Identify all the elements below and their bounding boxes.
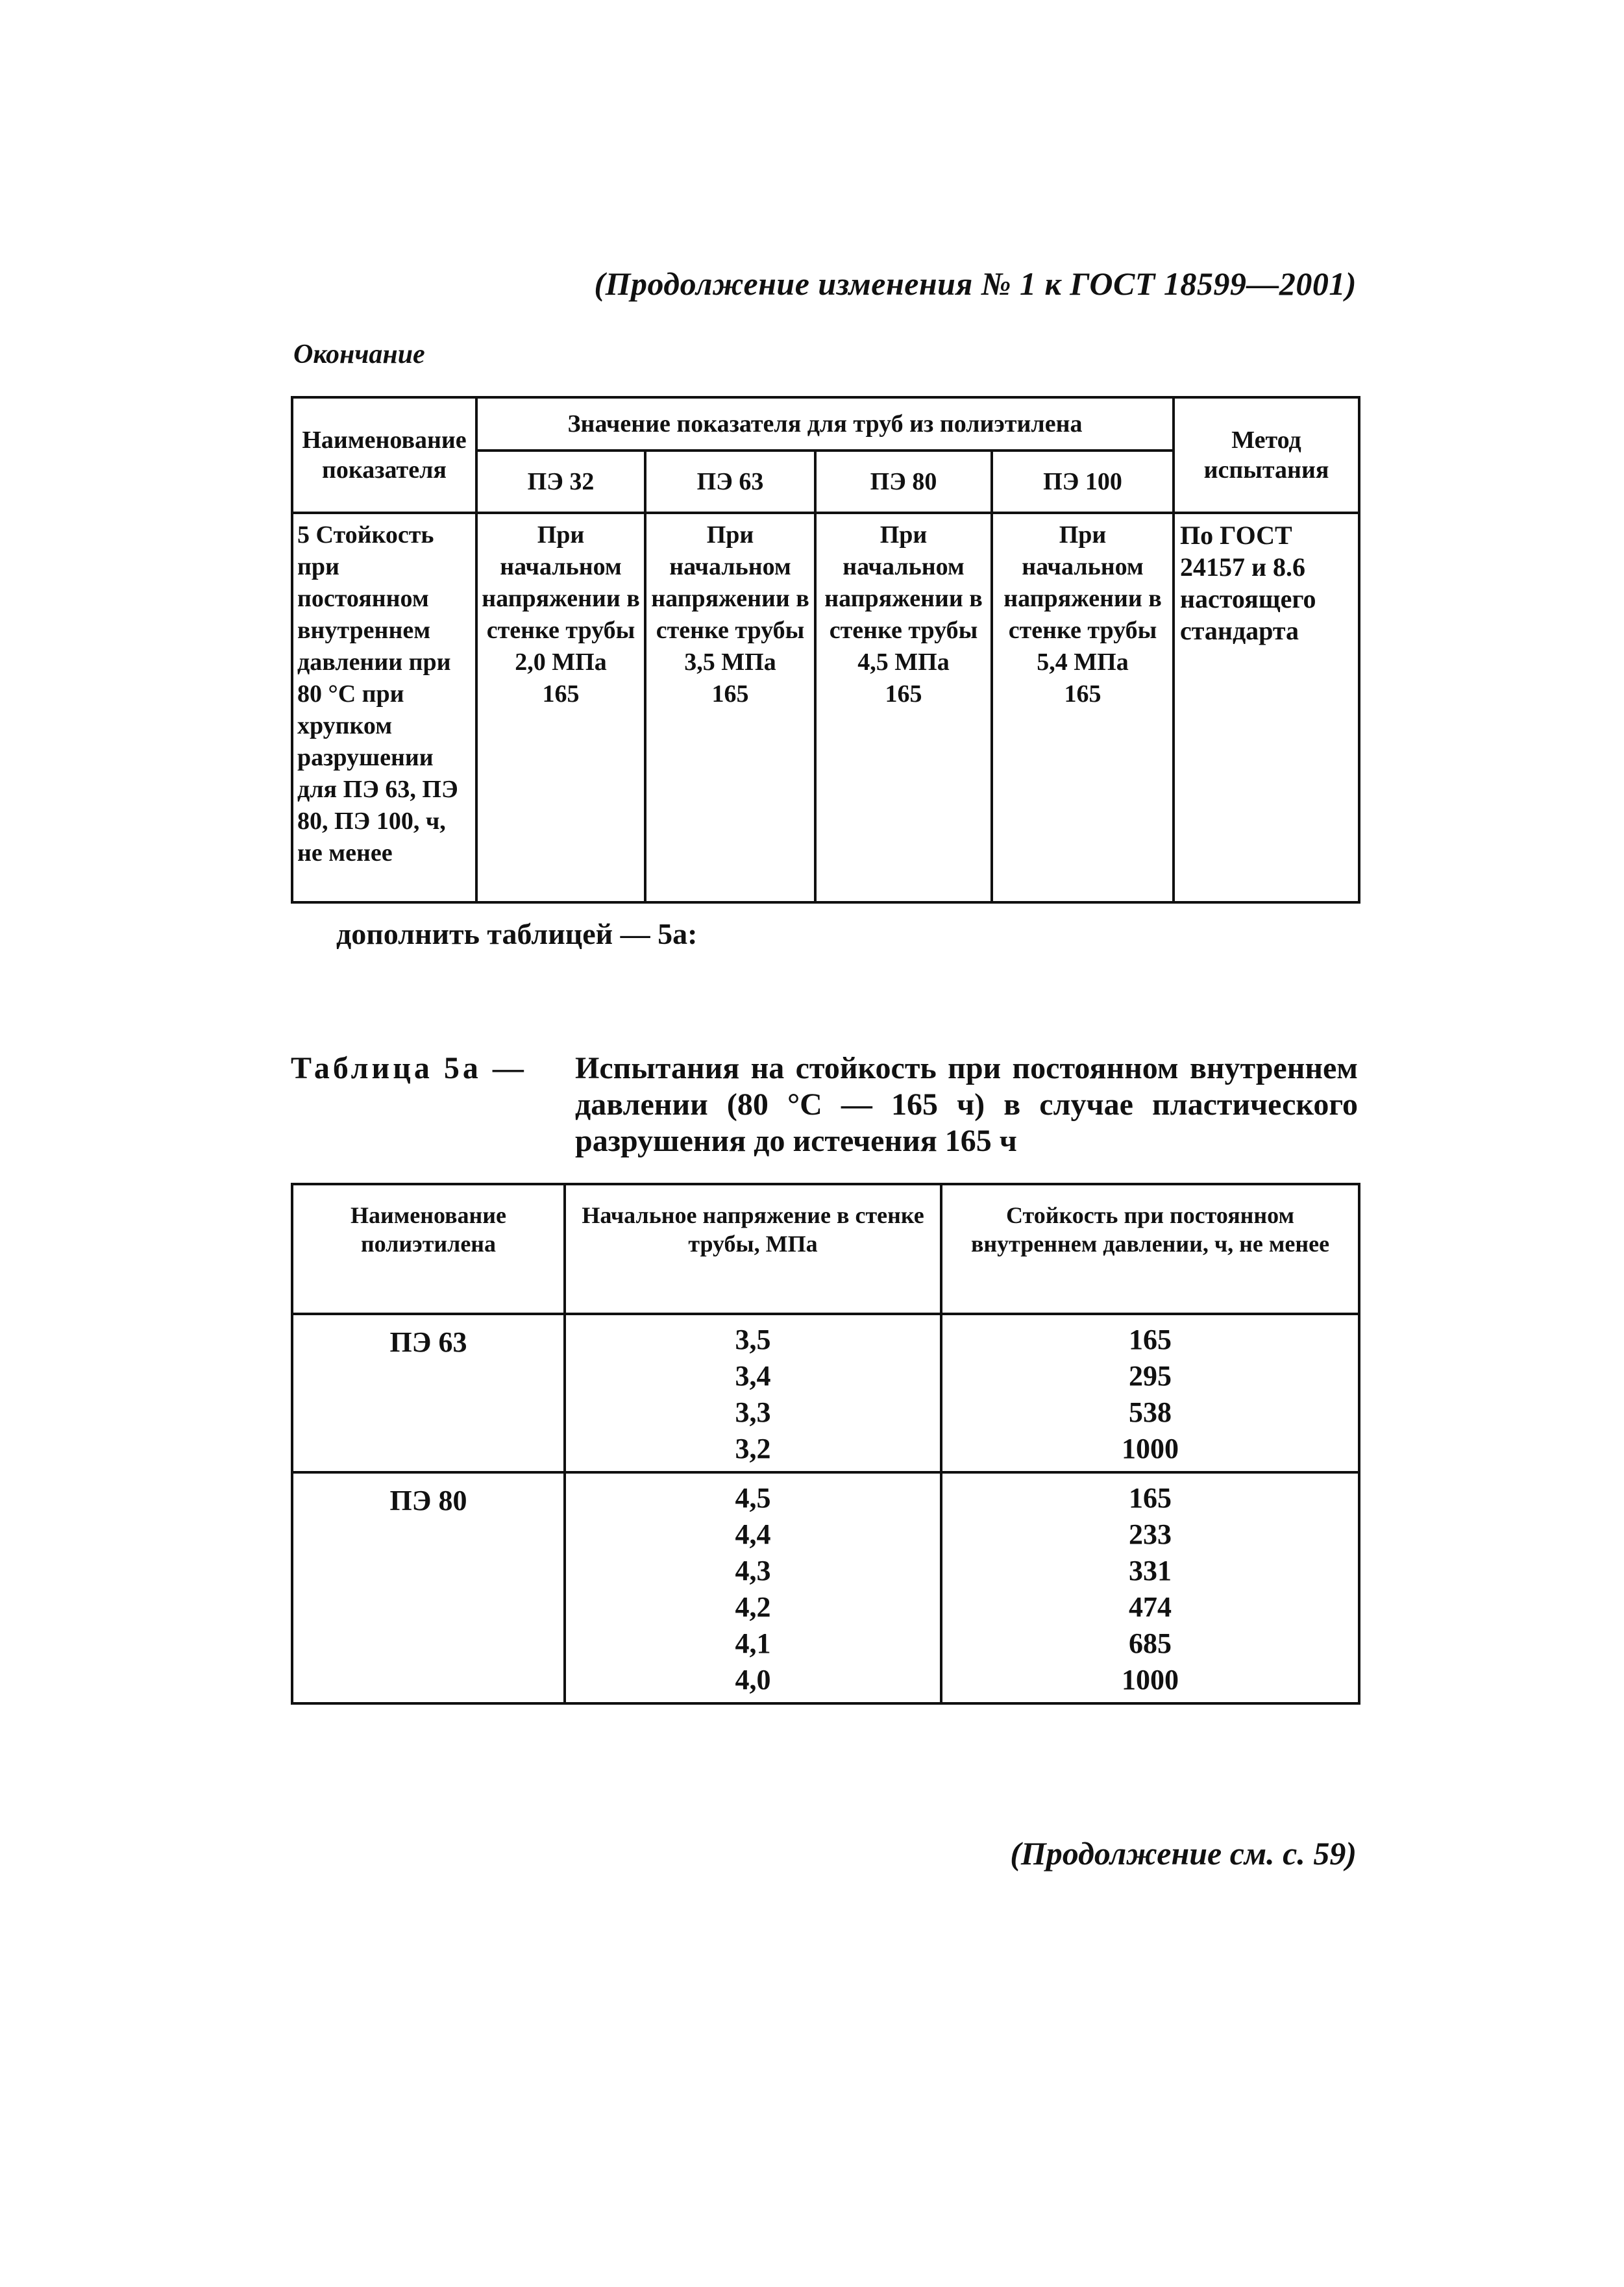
hours-values	[941, 1472, 1359, 1703]
hours-value: 1000	[1122, 1433, 1179, 1465]
stress-value: 4,3	[735, 1555, 771, 1587]
stress-value: 4,1	[735, 1627, 771, 1659]
hours-value: 685	[1129, 1627, 1172, 1659]
stress-value: 4,4	[735, 1518, 771, 1550]
stress-values	[565, 1314, 941, 1472]
hours-value: 1000	[1122, 1664, 1179, 1696]
hours-value: 474	[1129, 1591, 1172, 1623]
value-stress: 4,5 МПа	[857, 649, 950, 676]
value-hours: 165	[1064, 680, 1101, 708]
header-polyethylene: Наименование полиэтилена	[292, 1184, 565, 1314]
value-text: При начальном напряжении в стенке трубы	[1003, 521, 1162, 644]
value-text: При начальном напряжении в стенке трубы	[824, 521, 983, 644]
value-stress: 3,5 МПа	[684, 649, 776, 676]
header-stress: Начальное напряжение в стенке трубы, МПа	[565, 1184, 941, 1314]
hours-value: 233	[1129, 1518, 1172, 1550]
continuation-header: (Продолжение изменения № 1 к ГОСТ 18599—2001)	[594, 266, 1357, 302]
value-hours: 165	[711, 680, 749, 708]
hours-value: 295	[1129, 1360, 1172, 1392]
header-material: ПЭ 100	[992, 451, 1174, 513]
value-cell	[815, 513, 992, 902]
material-name: ПЭ 80	[292, 1472, 565, 1703]
header-value-group: Значение показателя для труб из полиэтилена	[476, 397, 1174, 451]
material-name: ПЭ 63	[292, 1314, 565, 1472]
stress-value: 3,2	[735, 1433, 771, 1465]
ending-label: Окончание	[293, 340, 425, 369]
table-row	[292, 1472, 1359, 1703]
continuation-footer: (Продолжение см. с. 59)	[1010, 1835, 1357, 1872]
hours-value: 165	[1129, 1482, 1172, 1514]
value-hours: 165	[885, 680, 922, 708]
caption-label: Таблица 5а —	[291, 1051, 527, 1085]
value-stress: 5,4 МПа	[1037, 649, 1129, 676]
method-cell: По ГОСТ 24157 и 8.6 настоящего стандарта	[1174, 513, 1359, 902]
supplement-text: дополнить таблицей — 5а:	[336, 917, 698, 950]
stress-value: 3,5	[735, 1324, 771, 1355]
value-cell	[476, 513, 645, 902]
table-5a	[291, 1183, 1360, 1705]
header-material: ПЭ 32	[476, 451, 645, 513]
stress-value: 4,5	[735, 1482, 771, 1514]
value-cell	[992, 513, 1174, 902]
stress-value: 3,4	[735, 1360, 771, 1392]
stress-value: 4,2	[735, 1591, 771, 1623]
indicator-cell: 5 Стойкость при постоянном внутреннем давлении при 80 °С при хрупком разрушении для ПЭ 63, ПЭ 80, ПЭ 100, ч, не менее	[292, 513, 476, 902]
hours-value: 165	[1129, 1324, 1172, 1355]
hours-value: 538	[1129, 1396, 1172, 1428]
value-hours: 165	[542, 680, 580, 708]
header-resistance: Стойкость при постоянном внутреннем давлении, ч, не менее	[941, 1184, 1359, 1314]
header-material: ПЭ 63	[645, 451, 815, 513]
caption-text: Испытания на стойкость при постоянном внутреннем давлении (80 °С — 165 ч) в случае пластического разрушения до истечения 165 ч	[575, 1051, 1358, 1158]
value-text: При начальном напряжении в стенке трубы	[482, 521, 640, 644]
hours-values	[941, 1314, 1359, 1472]
stress-values	[565, 1472, 941, 1703]
stress-value: 4,0	[735, 1664, 771, 1696]
header-indicator: Наименование показателя	[292, 397, 476, 513]
value-stress: 2,0 МПа	[515, 649, 607, 676]
stress-value: 3,3	[735, 1396, 771, 1428]
hours-value: 331	[1129, 1555, 1172, 1587]
value-text: При начальном напряжении в стенке трубы	[651, 521, 809, 644]
header-method: Метод испытания	[1174, 397, 1359, 513]
indicator-table	[291, 396, 1360, 904]
value-cell	[645, 513, 815, 902]
header-material: ПЭ 80	[815, 451, 992, 513]
table-row	[292, 1314, 1359, 1472]
